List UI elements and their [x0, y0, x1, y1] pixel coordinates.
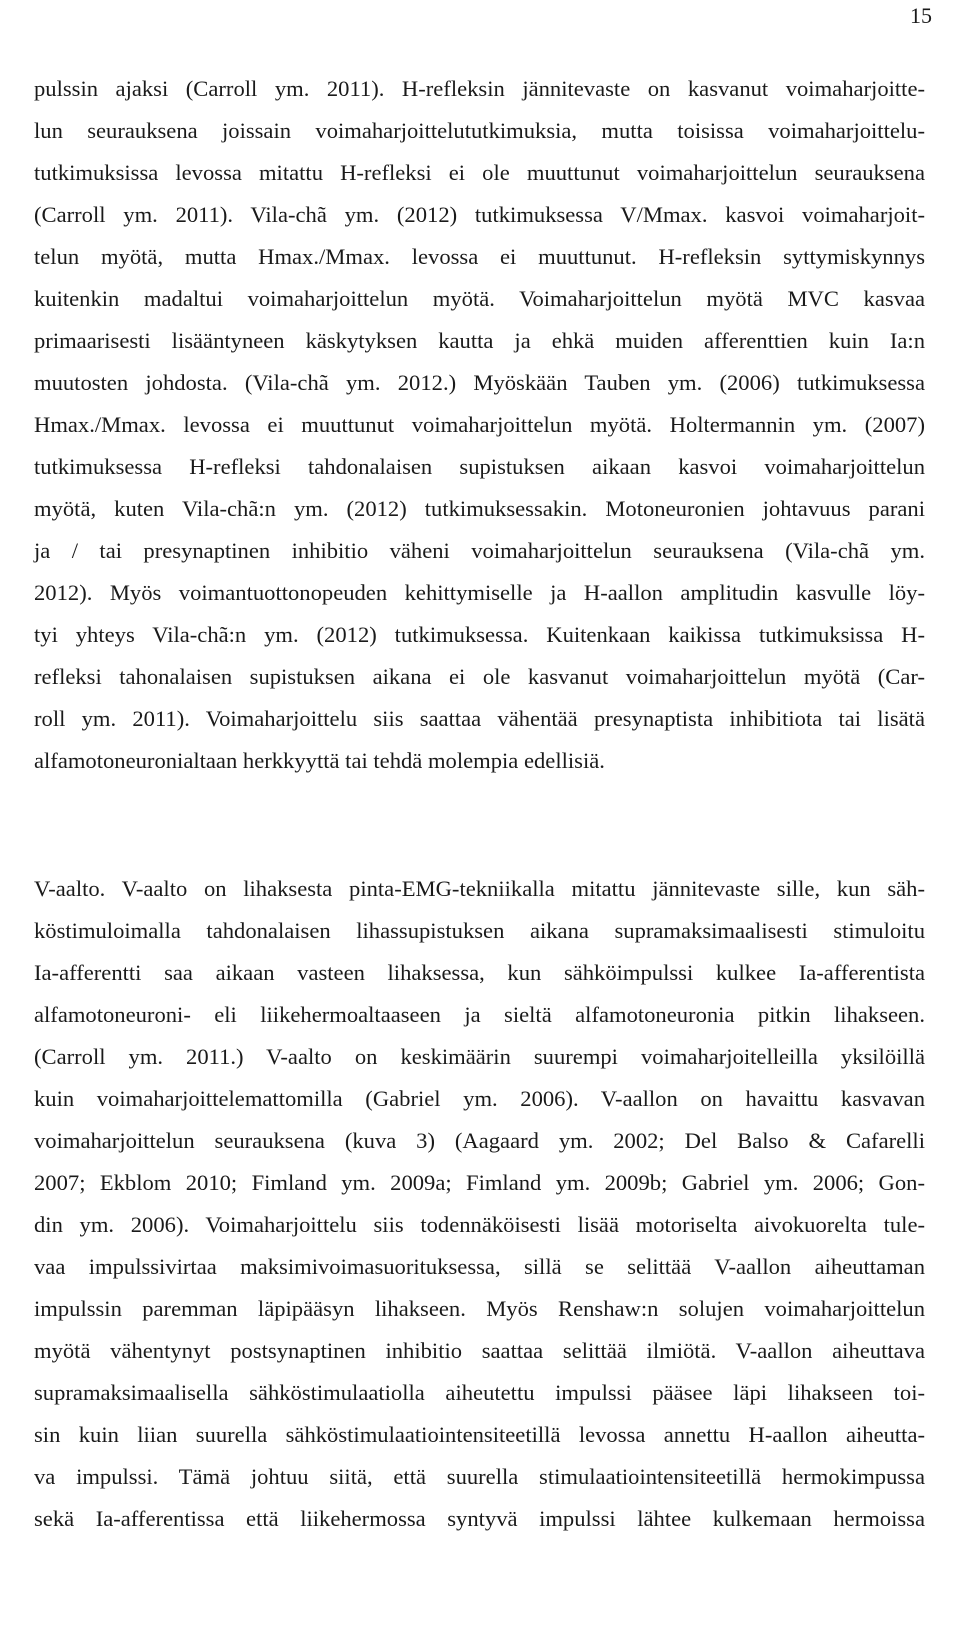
text-line: kuitenkin madaltui voimaharjoittelun myötä. Voimaharjoittelun myötä MVC kasvaa — [34, 286, 925, 311]
text-line: köstimuloimalla tahdonalaisen lihassupistuksen aikana supramaksimaalisesti stimuloitu — [34, 918, 925, 943]
text-line: tutkimuksissa levossa mitattu H-refleksi ei ole muuttunut voimaharjoittelun seurauksena — [34, 160, 925, 185]
text-line: supramaksimaalisella sähköstimulaatiolla aiheutettu impulssi pääsee läpi lihakseen toi- — [34, 1380, 925, 1405]
text-line: alfamotoneuroni- eli liikehermoaltaaseen ja sieltä alfamotoneuronia pitkin lihakseen. — [34, 1002, 925, 1027]
text-line: vaa impulssivirtaa maksimivoimasuorituksessa, sillä se selittää V-aallon aiheuttaman — [34, 1254, 925, 1279]
text-line: refleksi tahonalaisen supistuksen aikana ei ole kasvanut voimaharjoittelun myötä (Car- — [34, 664, 925, 689]
text-line: 2007; Ekblom 2010; Fimland ym. 2009a; Fimland ym. 2009b; Gabriel ym. 2006; Gon- — [34, 1170, 925, 1195]
text-line: roll ym. 2011). Voimaharjoittelu siis saattaa vähentää presynaptista inhibitiota tai lisätä — [34, 706, 925, 731]
body-paragraph-h-reflex — [34, 68, 925, 782]
text-line: sekä Ia-afferentissa että liikehermossa syntyvä impulssi lähtee kulkemaan hermoissa — [34, 1506, 925, 1531]
text-line: voimaharjoittelun seurauksena (kuva 3) (Aagaard ym. 2002; Del Balso & Cafarelli — [34, 1128, 925, 1153]
text-line: 2012). Myös voimantuottonopeuden kehittymiselle ja H-aallon amplitudin kasvulle löy- — [34, 580, 925, 605]
text-line: myötä, kuten Vila-chã:n ym. (2012) tutkimuksessakin. Motoneuronien johtavuus parani — [34, 496, 925, 521]
text-line: telun myötä, mutta Hmax./Mmax. levossa ei muuttunut. H-refleksin syttymiskynnys — [34, 244, 925, 269]
text-line: va impulssi. Tämä johtuu siitä, että suurella stimulaatiointensiteetillä hermokimpussa — [34, 1464, 925, 1489]
text-line: tutkimuksessa H-refleksi tahdonalaisen supistuksen aikaan kasvoi voimaharjoittelun — [34, 454, 925, 479]
page-number: 15 — [910, 3, 932, 28]
text-line: lun seurauksena joissain voimaharjoittelututkimuksia, mutta toisissa voimaharjoittelu- — [34, 118, 925, 143]
text-line: din ym. 2006). Voimaharjoittelu siis todennäköisesti lisää motoriselta aivokuorelta tule- — [34, 1212, 925, 1237]
text-line: alfamotoneuronialtaan herkkyyttä tai tehdä molempia edellisiä. — [34, 748, 605, 773]
text-line: sin kuin liian suurella sähköstimulaatiointensiteetillä levossa annettu H-aallon aiheutta- — [34, 1422, 925, 1447]
text-line: (Carroll ym. 2011.) V-aalto on keskimäärin suurempi voimaharjoitelleilla yksilöillä — [34, 1044, 925, 1069]
text-line: kuin voimaharjoittelemattomilla (Gabriel ym. 2006). V-aallon on havaittu kasvavan — [34, 1086, 925, 1111]
text-line: Hmax./Mmax. levossa ei muuttunut voimaharjoittelun myötä. Holtermannin ym. (2007) — [34, 412, 925, 437]
text-line: muutosten johdosta. (Vila-chã ym. 2012.) Myöskään Tauben ym. (2006) tutkimuksessa — [34, 370, 925, 395]
text-line: V-aalto. V-aalto on lihaksesta pinta-EMG-tekniikalla mitattu jännitevaste sille, kun säh- — [34, 876, 925, 901]
text-line: pulssin ajaksi (Carroll ym. 2011). H-refleksin jännitevaste on kasvanut voimaharjoitte- — [34, 76, 925, 101]
text-line: (Carroll ym. 2011). Vila-chã ym. (2012) tutkimuksessa V/Mmax. kasvoi voimaharjoit- — [34, 202, 925, 227]
text-line: Ia-afferentti saa aikaan vasteen lihaksessa, kun sähköimpulssi kulkee Ia-afferentista — [34, 960, 925, 985]
text-line: ja / tai presynaptinen inhibitio väheni voimaharjoittelun seurauksena (Vila-chã ym. — [34, 538, 925, 563]
text-line: myötä vähentynyt postsynaptinen inhibitio saattaa selittää ilmiötä. V-aallon aiheuttava — [34, 1338, 925, 1363]
text-line: impulssin paremman läpipääsyn lihakseen. Myös Renshaw:n solujen voimaharjoittelun — [34, 1296, 925, 1321]
body-paragraph-v-wave — [34, 868, 925, 1540]
text-line: tyi yhteys Vila-chã:n ym. (2012) tutkimuksessa. Kuitenkaan kaikissa tutkimuksissa H- — [34, 622, 925, 647]
text-line: primaarisesti lisääntyneen käskytyksen kautta ja ehkä muiden afferenttien kuin Ia:n — [34, 328, 925, 353]
